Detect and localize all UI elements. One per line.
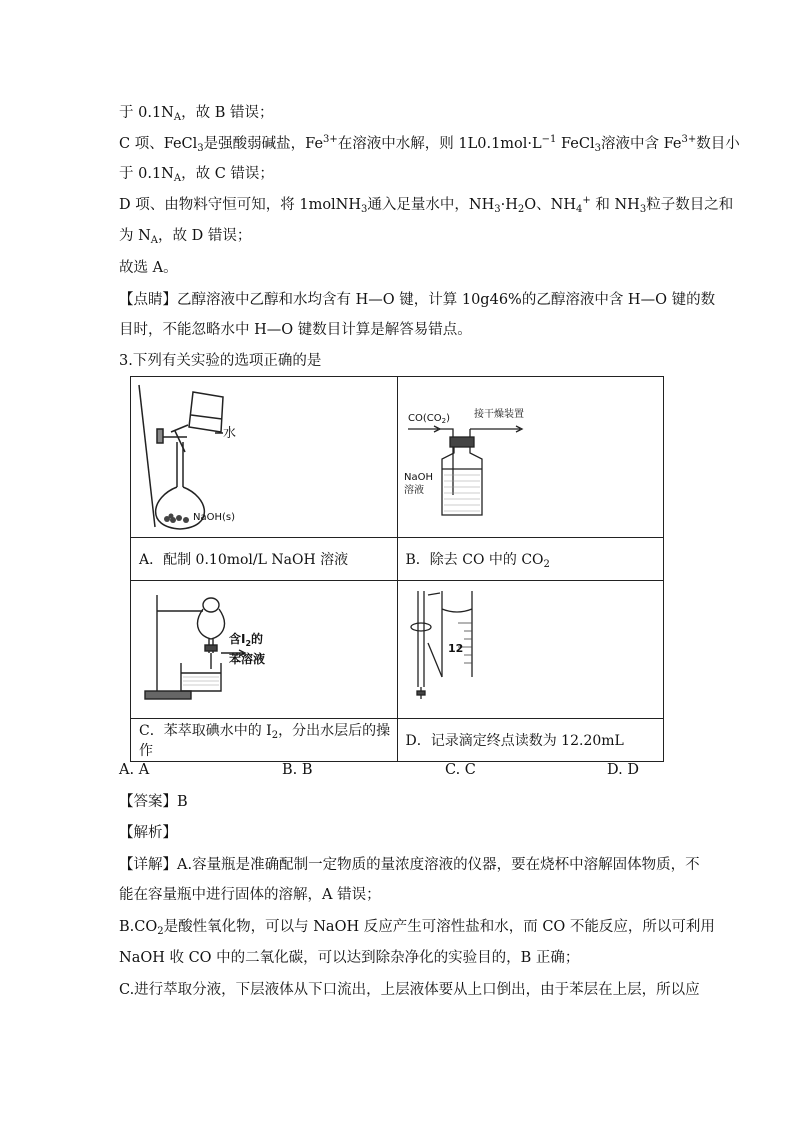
figure-d-cell [397, 581, 664, 719]
text-line: 于 $0.1N_A$，故 B 错误； [119, 105, 274, 123]
tip-line: 【点睛】乙醇溶液中乙醇和水均含有 H—O 键，计算 10g46%的乙醇溶液中含 H—O 键的数 [119, 292, 716, 308]
figure-b-cell [397, 377, 664, 538]
figure-a-cell [131, 377, 398, 538]
text-line: D 项、由物料守恒可知，将 1molNH$_3$通入足量水中，$NH_3\cdot H_2O$、$NH_4^+$ 和 $NH_3$粒子数目之和 [119, 195, 734, 215]
tip-line: 目时，不能忽略水中 H—O 键数目计算是解答易错点。 [119, 322, 472, 338]
detail-line: C.进行萃取分液，下层液体从下口流出，上层液体要从上口倒出，由于苯层在上层，所以应 [119, 982, 700, 998]
caption-d: D．记录滴定终点读数为 12.20mL [397, 719, 664, 762]
naoh-label: NaOH [403, 472, 433, 483]
option-c: C. C [445, 762, 476, 778]
text-line: C 项、FeCl$_3$是强酸弱碱盐，$Fe^{3+}$在溶液中水解，则 $1L0.1mol\cdot L^{-1}$ FeCl$_3$溶液中含 $Fe^{3+}$数目小 [119, 134, 740, 154]
option-a: A. A [119, 762, 150, 778]
text-line: 故选 A。 [119, 260, 178, 276]
benzene-solution-label: 苯溶液 [229, 652, 266, 666]
gas-label: $CO(CO_2)$ [407, 413, 450, 425]
gas-washing-bottle-figure [398, 377, 664, 533]
caption-c: C．苯萃取碘水中的 $I_2$，分出水层后的操作 [131, 719, 398, 762]
separatory-funnel-figure [131, 581, 397, 714]
experiment-table [130, 376, 664, 762]
caption-a: A．配制 0.10mol/L NaOH 溶液 [131, 538, 398, 581]
solution-label: 溶液 [403, 485, 424, 496]
detail-line: 能在容量瓶中进行固体的溶解，A 错误； [119, 887, 381, 903]
naoh-solid-label: NaOH(s) [193, 512, 236, 523]
figure-c-cell [131, 581, 398, 719]
burette-figure [398, 581, 664, 714]
analysis-heading: 【解析】 [119, 825, 177, 841]
scale-mark: 12 [447, 642, 463, 655]
question-stem: 3.下列有关实验的选项正确的是 [119, 353, 322, 369]
text-line: 为 $N_A$，故 D 错误； [119, 228, 252, 246]
detail-line: NaOH 收 CO 中的二氧化碳，可以达到除杂净化的实验目的，B 正确； [119, 950, 580, 966]
answer-heading: 【答案】B [119, 794, 188, 810]
dryer-label: 接干燥装置 [473, 409, 524, 420]
text-line: 于 $0.1N_A$，故 C 错误； [119, 166, 274, 184]
option-b: B. B [282, 762, 313, 778]
volumetric-flask-figure [131, 377, 397, 533]
detail-line: 【详解】A.容量瓶是准确配制一定物质的量浓度溶液的仪器，要在烧杯中溶解固体物质，不 [119, 857, 700, 873]
detail-line: $B.CO_2$是酸性氧化物，可以与 NaOH 反应产生可溶性盐和水，而 CO 不能反应，所以可利用 [119, 919, 715, 937]
iodine-benzene-label: 含$I_2$的 [229, 632, 264, 648]
caption-b: B．除去 CO 中的 $CO_2$ [397, 538, 664, 581]
water-label: 水 [223, 426, 237, 441]
option-d: D. D [607, 762, 639, 778]
